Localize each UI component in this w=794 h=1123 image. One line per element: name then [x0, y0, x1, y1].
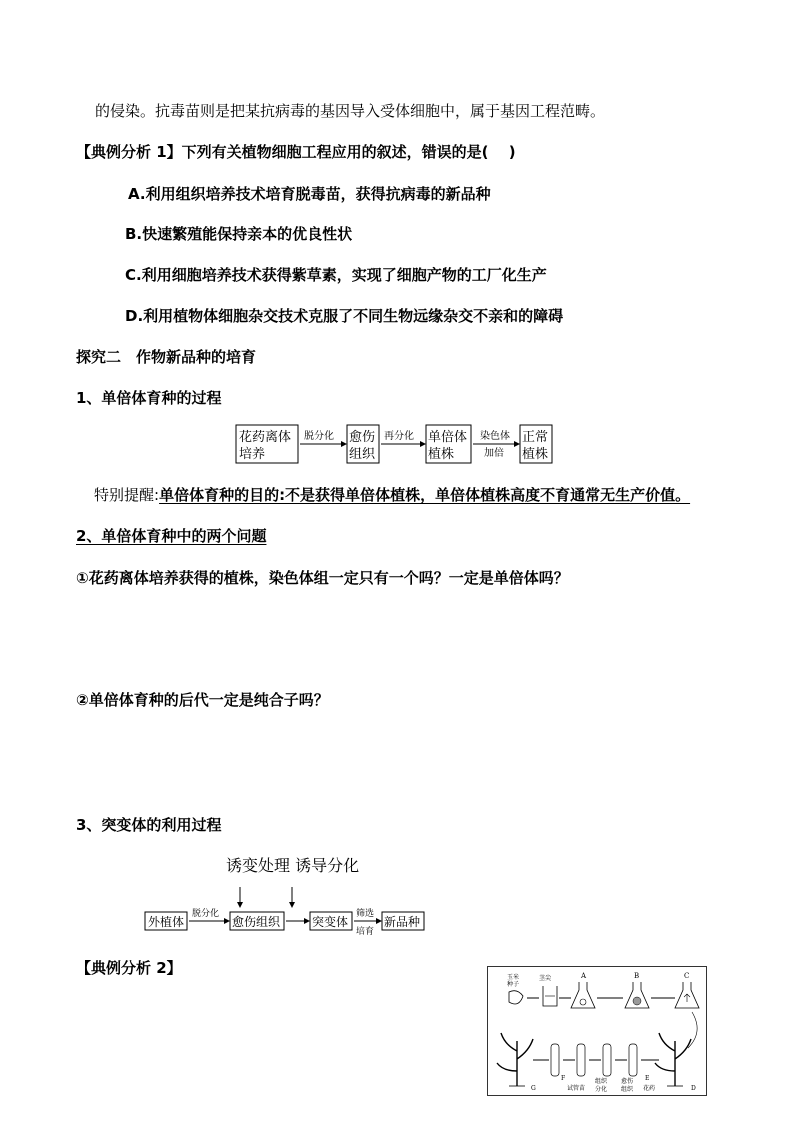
- heading-2: 2、单倍体育种中的两个问题: [76, 527, 267, 545]
- fig-label-c: C: [684, 972, 690, 980]
- flow2-box-2-label: 愈伤组织: [232, 915, 281, 929]
- fig-label-callus-2: 组织: [621, 1086, 634, 1093]
- maize-tissue-culture-figure: [487, 966, 707, 1096]
- option-c: C.利用细胞培养技术获得紫草素，实现了细胞产物的工厂化生产: [125, 266, 547, 284]
- example-1-question: 【典例分析 1】下列有关植物细胞工程应用的叙述，错误的是( ): [76, 143, 516, 161]
- flow2-box-3-label: 突变体: [312, 915, 349, 929]
- question-2: ②单倍体育种的后代一定是纯合子吗？: [76, 691, 329, 709]
- fig-label-seedling: 试管苗: [567, 1085, 586, 1092]
- flow-box-3-line-1: 单倍体: [428, 430, 468, 445]
- fig-label-maize: 玉米: [507, 974, 520, 981]
- section-heading: 探究二 作物新品种的培育: [76, 348, 257, 366]
- flow2-box-1-label: 外植体: [148, 915, 185, 929]
- special-reminder: [94, 485, 690, 505]
- option-b: B.快速繁殖能保持亲本的优良性状: [125, 225, 353, 243]
- flow-box-1-line-1: 花药离体: [239, 430, 292, 445]
- fig-label-a: A: [581, 972, 587, 980]
- flow-arrow-3-label-1: 染色体: [480, 431, 510, 442]
- reminder-label: 特别提醒:: [94, 486, 160, 504]
- fig-label-f: F: [561, 1075, 566, 1082]
- fig-label-callus-1: 愈伤: [621, 1078, 634, 1085]
- flow-box-2-line-2: 组织: [349, 447, 376, 462]
- mutant-utilization-flow: [140, 882, 430, 942]
- fig-label-d: D: [691, 1085, 696, 1092]
- flow-box-3-line-2: 植株: [428, 447, 455, 462]
- flow-arrow-1-label: 脱分化: [304, 431, 334, 442]
- flow-box-4-line-2: 植株: [522, 447, 549, 462]
- fig-label-seed: 种子: [507, 981, 520, 988]
- flow-box-4-line-1: 正常: [522, 430, 549, 445]
- paragraph-line-1: 的侵染。抗毒苗则是把某抗病毒的基因导入受体细胞中，属于基因工程范畴。: [95, 102, 606, 120]
- fig-label-b: B: [634, 972, 640, 980]
- flow2-arrow-3-label-1: 筛选: [356, 909, 375, 919]
- flow-box-2-line-1: 愈伤: [349, 430, 376, 445]
- fig-label-tissue: 组织: [595, 1078, 608, 1085]
- haploid-breeding-flow: [230, 420, 560, 470]
- fig-label-anther: 花药: [643, 1085, 656, 1092]
- flow2-arrow-3-label-2: 培育: [356, 927, 375, 937]
- fig-label-e: E: [645, 1075, 650, 1082]
- mutation-step-labels: 诱变处理 诱导分化: [226, 856, 360, 875]
- fig-label-stem-tip: 茎尖: [539, 975, 552, 982]
- heading-3: 3、突变体的利用过程: [76, 816, 222, 834]
- question-1: ①花药离体培养获得的植株，染色体组一定只有一个吗？一定是单倍体吗？: [76, 569, 569, 587]
- reminder-text: 单倍体育种的目的:不是获得单倍体植株，单倍体植株高度不育通常无生产价值。: [159, 486, 691, 504]
- flow2-arrow-1-label: 脱分化: [192, 909, 220, 919]
- heading-1: 1、单倍体育种的过程: [76, 389, 222, 407]
- fig-label-g: G: [531, 1085, 536, 1092]
- flow-arrow-2-label: 再分化: [384, 431, 414, 442]
- fig-label-differentiation: 分化: [595, 1086, 608, 1093]
- flow-box-1-line-2: 培养: [239, 447, 266, 462]
- flow-arrow-3-label-2: 加倍: [484, 448, 504, 459]
- option-d: D.利用植物体细胞杂交技术克服了不同生物远缘杂交不亲和的障碍: [125, 307, 564, 325]
- option-a: A.利用组织培养技术培育脱毒苗，获得抗病毒的新品种: [128, 185, 491, 203]
- flow2-box-4-label: 新品种: [384, 915, 421, 929]
- example-2-heading: 【典例分析 2】: [76, 959, 182, 977]
